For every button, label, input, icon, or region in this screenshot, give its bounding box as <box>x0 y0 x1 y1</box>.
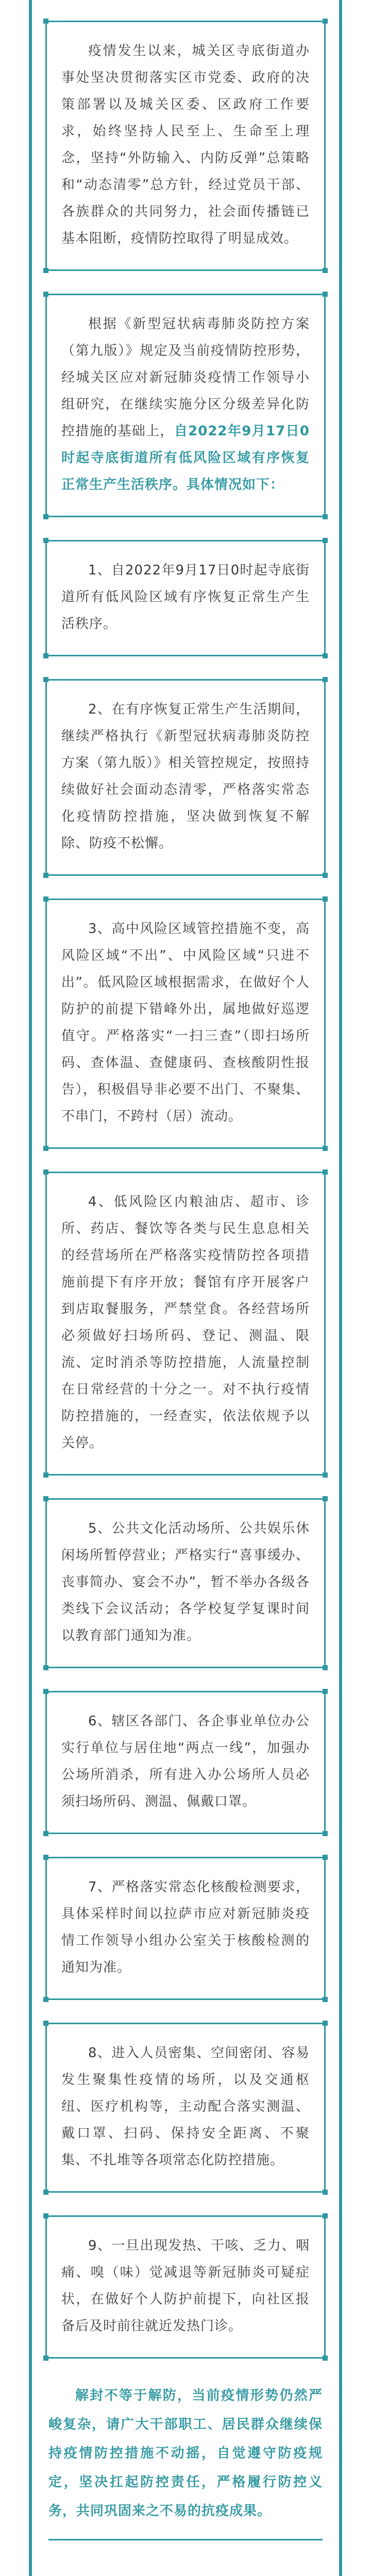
item-paragraph: 3、高中风险区域管控措施不变，高风险区域“不出”、中风险区域“只进不出”。低风险区域根据需求，在做好个人防护的前提下错峰外出，属地做好巡逻值守。严格落实“一扫三查”（即扫场所码、查体温、查健康码、查核酸阴性报告），积极倡导非必要不出门、不聚集、不串门，不跨村（居）流动。 <box>61 921 310 1124</box>
notice-emphasis: 自2022年9月17日0时起寺底街道所有低风险区域有序恢复正常生产生活秩序。具体情况如下： <box>61 423 310 493</box>
corner-square-icon <box>323 2021 328 2026</box>
item-paragraph: 5、公共文化活动场所、公共娱乐休闲场所暂停营业；严格实行“喜事缓办、丧事简办、宴会不办”，暂不举办各级各类线下会议活动；各学校复学复课时间以教育部门通知为准。 <box>61 1521 310 1643</box>
item-paragraph: 4、低风险区内粮油店、超市、诊所、药店、餐饮等各类与民生息息相关的经营场所在严格落实疫情防控各项措施前提下有序开放；餐馆有序开展客户到店取餐服务，严禁堂食。各经营场所必须做好扫场所码、登记、测温、限流、定时消杀等防控措施，人流量控制在日常经营的十分之一。对不执行疫情防控措施的，一经查实，依法依规予以关停。 <box>61 1194 310 1451</box>
notice-paragraph <box>61 311 310 498</box>
corner-square-icon <box>43 1831 48 1836</box>
corner-square-icon <box>43 1855 48 1860</box>
corner-square-icon <box>323 2190 328 2195</box>
item-card-4 <box>45 1172 326 1476</box>
corner-square-icon <box>43 1146 48 1151</box>
intro-paragraph: 疫情发生以来，城关区寺底街道办事处坚决贯彻落实区市党委、政府的决策部署以及城关区委、区政府工作要求，始终坚持人民至上、生命至上理念，坚持“外防输入、内防反弹”总策略和“动态清零”总方针，经过党员干部、各族群众的共同努力，社会面传播链已基本阻断，疫情防控取得了明显成效。 <box>61 43 310 246</box>
notice-text: 根据《新型冠状病毒肺炎防控方案（第九版）》规定及当前疫情防控形势，经城关区应对新冠肺炎疫情工作领导小组研究，在继续实施分区分级差异化防控措施的基础上， <box>61 316 310 439</box>
corner-square-icon <box>323 1496 328 1501</box>
corner-square-icon <box>43 514 48 519</box>
corner-square-icon <box>323 1831 328 1836</box>
item-paragraph: 8、进入人员密集、空间密闭、容易发生聚集性疫情的场所，以及交通枢纽、医疗机构等，主动配合落实测温、戴口罩、扫码、保持安全距离、不聚集、不扎堆等各项常态化防控措施。 <box>61 2045 310 2168</box>
corner-square-icon <box>323 1170 328 1175</box>
closing-section <box>45 2381 326 2540</box>
corner-square-icon <box>43 1997 48 2002</box>
corner-square-icon <box>43 2355 48 2361</box>
corner-square-icon <box>323 2355 328 2361</box>
corner-square-icon <box>43 2213 48 2218</box>
right-border-rail <box>339 0 342 2576</box>
corner-square-icon <box>43 873 48 878</box>
corner-square-icon <box>43 1496 48 1501</box>
corner-square-icon <box>43 19 48 24</box>
item-card-8 <box>45 2023 326 2193</box>
item-card-3 <box>45 899 326 1149</box>
article-body <box>45 21 326 2540</box>
intro-card <box>45 21 326 271</box>
corner-square-icon <box>323 268 328 273</box>
corner-square-icon <box>323 514 328 519</box>
corner-square-icon <box>43 1665 48 1670</box>
item-card-5 <box>45 1498 326 1668</box>
corner-square-icon <box>323 653 328 658</box>
corner-square-icon <box>43 1689 48 1694</box>
corner-square-icon <box>323 873 328 878</box>
corner-square-icon <box>43 1170 48 1175</box>
item-paragraph: 9、一旦出现发热、干咳、乏力、咽痛、嗅（味）觉减退等新冠肺炎可疑症状，在做好个人防护前提下，向社区报备后及时前往就近发热门诊。 <box>61 2238 310 2334</box>
corner-square-icon <box>43 538 48 543</box>
item-paragraph: 7、严格落实常态化核酸检测要求，具体采样时间以拉萨市应对新冠肺炎疫情工作领导小组办公室关于核酸检测的通知为准。 <box>61 1879 310 1975</box>
corner-square-icon <box>323 19 328 24</box>
corner-square-icon <box>43 677 48 682</box>
item-paragraph: 1、自2022年9月17日0时起寺底街道所有低风险区域有序恢复正常生产生活秩序。 <box>61 563 310 632</box>
notice-card <box>45 294 326 517</box>
item-card-2 <box>45 679 326 876</box>
corner-square-icon <box>43 268 48 273</box>
corner-square-icon <box>323 1689 328 1694</box>
corner-square-icon <box>323 677 328 682</box>
corner-square-icon <box>323 896 328 902</box>
corner-square-icon <box>43 292 48 297</box>
corner-square-icon <box>323 1997 328 2002</box>
left-border-rail <box>29 0 32 2576</box>
item-card-1 <box>45 540 326 656</box>
corner-square-icon <box>43 653 48 658</box>
corner-square-icon <box>323 538 328 543</box>
corner-square-icon <box>323 1665 328 1670</box>
closing-divider <box>48 2539 323 2540</box>
item-paragraph: 6、辖区各部门、各企事业单位办公实行单位与居住地“两点一线”，加强办公场所消杀，所有进入办公场所人员必须扫场所码、测温、佩戴口罩。 <box>61 1714 310 1809</box>
corner-square-icon <box>43 2190 48 2195</box>
item-card-7 <box>45 1857 326 2000</box>
corner-square-icon <box>323 1855 328 1860</box>
item-paragraph: 2、在有序恢复正常生产生活期间，继续严格执行《新型冠状病毒肺炎防控方案（第九版）》相关管控规定，按照持续做好社会面动态清零，严格落实常态化疫情防控措施，坚决做到恢复不解除、防疫不松懈。 <box>61 702 310 851</box>
corner-square-icon <box>323 2213 328 2218</box>
corner-square-icon <box>323 1146 328 1151</box>
corner-square-icon <box>43 2021 48 2026</box>
closing-paragraph: 解封不等于解防，当前疫情形势仍然严峻复杂，请广大干部职工、居民群众继续保持疫情防控措施不动摇，自觉遵守防疫规定，坚决扛起防控责任，严格履行防控义务，共同巩固来之不易的抗疫成果。 <box>48 2388 323 2519</box>
corner-square-icon <box>323 1472 328 1478</box>
corner-square-icon <box>43 1472 48 1478</box>
corner-square-icon <box>43 896 48 902</box>
item-card-9 <box>45 2215 326 2359</box>
corner-square-icon <box>323 292 328 297</box>
item-card-6 <box>45 1691 326 1834</box>
